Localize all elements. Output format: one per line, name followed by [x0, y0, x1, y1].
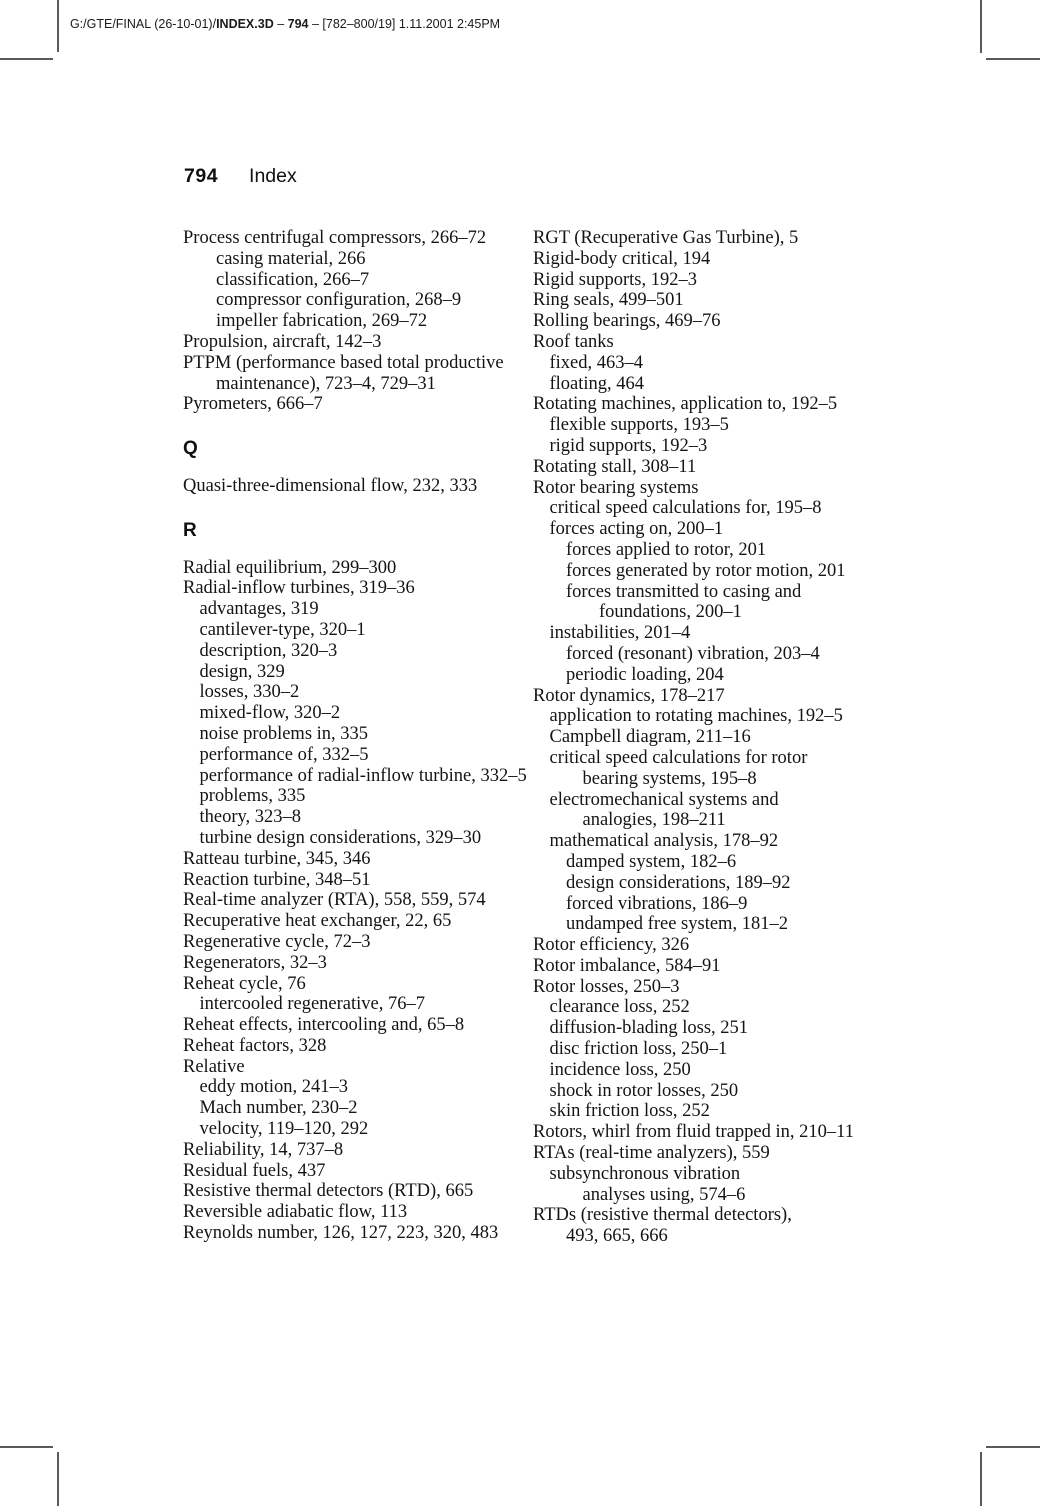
crop-mark-top-left-horizontal [0, 58, 53, 60]
index-entry: Recuperative heat exchanger, 22, 65 [183, 911, 452, 932]
index-entry: Rotor losses, 250–3 [533, 976, 680, 997]
crop-mark-top-left-vertical [57, 0, 59, 52]
crop-mark-bottom-right-vertical [980, 1452, 982, 1506]
index-entry: description, 320–3 [199, 640, 338, 661]
index-entry: rigid supports, 192–3 [549, 435, 708, 456]
index-entry: Rotor efficiency, 326 [533, 935, 690, 956]
index-entry: advantages, 319 [199, 599, 319, 620]
crop-mark-bottom-left-vertical [57, 1452, 59, 1506]
index-entry: subsynchronous vibration [549, 1163, 741, 1184]
index-entry: losses, 330–2 [199, 682, 300, 703]
index-entry: analyses using, 574–6 [582, 1184, 746, 1205]
index-entry: problems, 335 [199, 786, 306, 807]
index-entry: Quasi-three-dimensional flow, 232, 333 [183, 475, 478, 496]
header-dash-2: – [308, 17, 323, 31]
index-entry: forces applied to rotor, 201 [566, 539, 767, 560]
page-heading [184, 165, 297, 187]
index-entry: mixed-flow, 320–2 [199, 703, 341, 724]
index-entry: Rigid supports, 192–3 [533, 269, 697, 290]
index-entry: Residual fuels, 437 [183, 1160, 326, 1181]
crop-mark-top-right-horizontal [986, 58, 1040, 60]
index-entry: forced vibrations, 186–9 [566, 893, 748, 914]
index-entry: Propulsion, aircraft, 142–3 [183, 331, 382, 352]
index-entry: electromechanical systems and [549, 789, 779, 810]
header-file-name: INDEX.3D [216, 17, 274, 31]
index-entry: design, 329 [199, 661, 285, 682]
index-entry: forced (resonant) vibration, 203–4 [566, 643, 820, 664]
index-entry: casing material, 266 [216, 248, 366, 269]
index-entry: RTDs (resistive thermal detectors), [533, 1205, 792, 1226]
index-entry: Mach number, 230–2 [199, 1098, 358, 1119]
index-entry: Real-time analyzer (RTA), 558, 559, 574 [183, 890, 486, 911]
index-entry: Rigid-body critical, 194 [533, 248, 711, 269]
index-entry: disc friction loss, 250–1 [549, 1039, 728, 1060]
file-path-header [63, 2, 500, 32]
index-entry: damped system, 182–6 [566, 851, 737, 872]
index-entry: maintenance), 723–4, 729–31 [216, 373, 436, 394]
index-column-left [183, 228, 533, 1244]
index-entry: noise problems in, 335 [199, 723, 369, 744]
index-entry: Rotating machines, application to, 192–5 [533, 394, 838, 415]
index-entry: mathematical analysis, 178–92 [549, 831, 779, 852]
index-entry: Rotors, whirl from fluid trapped in, 210–11 [533, 1122, 854, 1143]
index-entry: velocity, 119–120, 292 [199, 1119, 369, 1140]
crop-mark-bottom-right-horizontal [986, 1446, 1040, 1448]
index-entry: Radial-inflow turbines, 319–36 [183, 578, 415, 599]
index-entry: Regenerators, 32–3 [183, 952, 327, 973]
index-entry: performance of radial-inflow turbine, 332–5 [199, 765, 527, 786]
index-entry: Regenerative cycle, 72–3 [183, 931, 371, 952]
page-number: 794 [184, 165, 219, 187]
index-entry: skin friction loss, 252 [549, 1101, 710, 1122]
index-entry: cantilever-type, 320–1 [199, 619, 366, 640]
index-entry: bearing systems, 195–8 [582, 768, 757, 789]
index-entry: floating, 464 [549, 373, 645, 394]
index-entry: forces acting on, 200–1 [549, 519, 724, 540]
index-entry: classification, 266–7 [216, 269, 370, 290]
header-path-prefix: G:/GTE/FINAL (26-10-01)/ [69, 17, 217, 31]
header-dash-1: – [273, 17, 288, 31]
index-entry: Reaction turbine, 348–51 [183, 869, 371, 890]
index-entry: instabilities, 201–4 [549, 623, 691, 644]
index-entry: Ring seals, 499–501 [533, 290, 684, 311]
index-entry: turbine design considerations, 329–30 [199, 827, 482, 848]
index-entry: design considerations, 189–92 [566, 872, 791, 893]
index-entry: Reheat cycle, 76 [183, 973, 306, 994]
index-entry: periodic loading, 204 [566, 664, 724, 685]
index-entry: forces transmitted to casing and [566, 581, 802, 602]
index-entry: Rotor imbalance, 584–91 [533, 955, 721, 976]
index-entry: 493, 665, 666 [566, 1226, 668, 1247]
index-entry: Rotor bearing systems [533, 477, 699, 498]
index-entry: Rotor dynamics, 178–217 [533, 685, 725, 706]
index-entry: Process centrifugal compressors, 266–72 [183, 228, 487, 248]
index-entry: Reliability, 14, 737–8 [183, 1139, 344, 1160]
index-entry: diffusion-blading loss, 251 [549, 1018, 749, 1039]
index-entry: theory, 323–8 [199, 807, 302, 828]
index-entry: RGT (Recuperative Gas Turbine), 5 [533, 228, 799, 248]
index-entry: forces generated by rotor motion, 201 [566, 560, 846, 581]
index-entry: impeller fabrication, 269–72 [216, 311, 428, 332]
index-entry: Roof tanks [533, 331, 614, 352]
header-page-ref: 794 [287, 17, 309, 31]
index-entry: fixed, 463–4 [549, 352, 644, 373]
header-details: [782–800/19] 1.11.2001 2:45PM [322, 17, 501, 31]
index-entry: shock in rotor losses, 250 [549, 1080, 739, 1101]
index-entry: intercooled regenerative, 76–7 [199, 994, 425, 1015]
crop-mark-bottom-left-horizontal [0, 1446, 53, 1448]
index-entry: eddy motion, 241–3 [199, 1077, 349, 1098]
index-entry: Campbell diagram, 211–16 [549, 727, 751, 748]
index-entry: performance of, 332–5 [199, 744, 369, 765]
index-entry: Relative [183, 1056, 245, 1077]
index-entry: foundations, 200–1 [599, 602, 742, 623]
index-entry: Reheat factors, 328 [183, 1035, 327, 1056]
index-entry: Pyrometers, 666–7 [183, 394, 323, 415]
index-entry: Ratteau turbine, 345, 346 [183, 848, 371, 869]
index-entry: application to rotating machines, 192–5 [549, 706, 843, 727]
index-entry: flexible supports, 193–5 [549, 415, 729, 436]
index-entry: compressor configuration, 268–9 [216, 290, 462, 311]
index-entry: analogies, 198–211 [582, 810, 726, 831]
index-entry: Reheat effects, intercooling and, 65–8 [183, 1015, 465, 1036]
index-entry: Radial equilibrium, 299–300 [183, 557, 397, 578]
crop-mark-top-right-vertical [980, 0, 982, 53]
index-entry: Resistive thermal detectors (RTD), 665 [183, 1181, 474, 1202]
index-column-right [533, 228, 963, 1247]
index-entry: Reynolds number, 126, 127, 223, 320, 483 [183, 1223, 499, 1244]
index-entry: Rolling bearings, 469–76 [533, 311, 721, 332]
index-entry: incidence loss, 250 [549, 1059, 691, 1080]
index-entry: critical speed calculations for rotor [549, 747, 808, 768]
index-entry: RTAs (real-time analyzers), 559 [533, 1143, 770, 1164]
index-entry: Reversible adiabatic flow, 113 [183, 1202, 408, 1223]
section-heading-r: R [183, 519, 197, 541]
index-entry: PTPM (performance based total productive [183, 352, 504, 373]
index-entry: undamped free system, 181–2 [566, 914, 788, 935]
index-entry: critical speed calculations for, 195–8 [549, 498, 822, 519]
section-heading-q: Q [183, 438, 198, 460]
index-entry: clearance loss, 252 [549, 997, 690, 1018]
index-entry: Rotating stall, 308–11 [533, 456, 697, 477]
page-title: Index [249, 165, 297, 187]
